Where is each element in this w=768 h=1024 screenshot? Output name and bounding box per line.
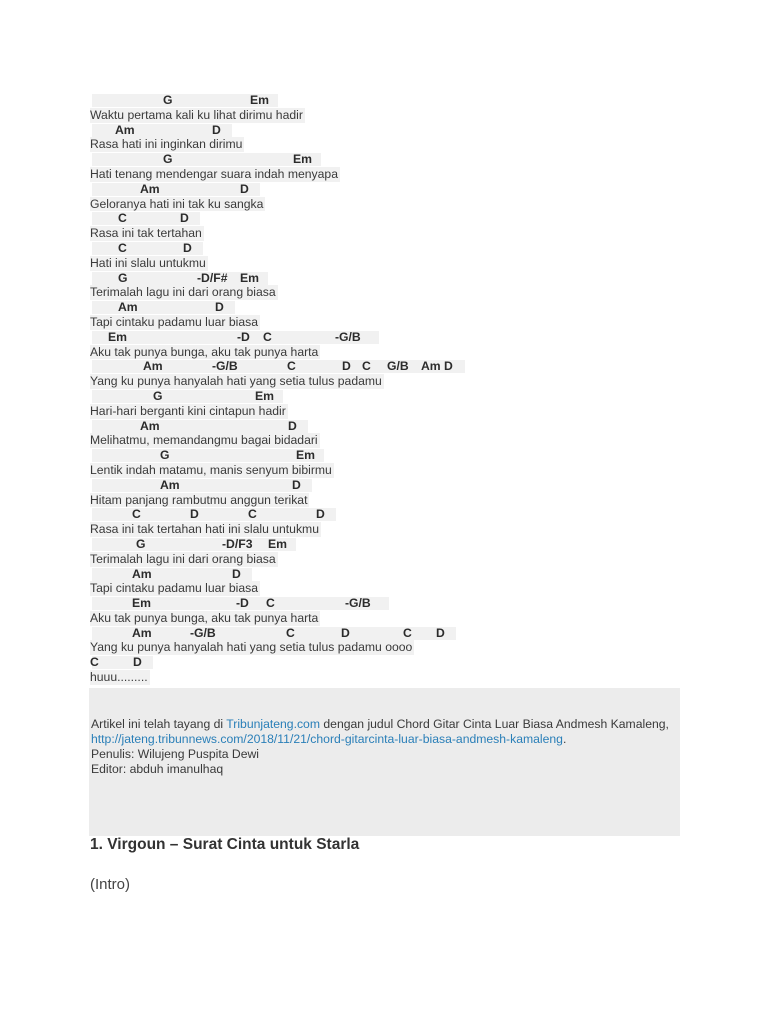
chord-symbol: Am <box>132 566 152 581</box>
chord-line <box>90 537 690 552</box>
chord-symbol: C <box>90 655 99 670</box>
chord-symbol: D <box>240 181 249 196</box>
credit-editor: Editor: abduh imanulhaq <box>91 762 224 776</box>
lyric-text: Rasa hati ini inginkan dirimu <box>90 137 243 152</box>
chord-symbol: Em <box>250 93 269 107</box>
chord-symbol: Em <box>296 448 315 463</box>
chord-symbol: G <box>160 448 170 463</box>
chord-line <box>90 655 690 670</box>
lyric-line <box>90 552 690 567</box>
chord-line-highlight <box>92 153 321 166</box>
chord-symbol: G <box>118 270 128 285</box>
chord-symbol: Em <box>240 270 259 285</box>
chord-symbol: G <box>163 152 173 167</box>
lyric-line <box>90 522 690 537</box>
chord-line-highlight <box>92 420 308 433</box>
chord-line <box>90 182 690 197</box>
chord-line-highlight <box>92 479 312 492</box>
chord-line <box>90 211 690 226</box>
chord-symbol: Em <box>268 536 287 551</box>
lyric-text: Tapi cintaku padamu luar biasa <box>90 314 259 329</box>
article-url-link[interactable]: http://jateng.tribunnews.com/2018/11/21/chord-gitarcinta-luar-biasa-andmesh-kamaleng <box>91 732 563 746</box>
lyric-text: Terimalah lagu ini dari orang biasa <box>90 551 276 566</box>
chord-symbol: Am <box>160 477 180 492</box>
chord-line <box>90 300 690 315</box>
chord-line <box>90 241 690 256</box>
lyric-line <box>90 285 690 300</box>
lyric-line <box>90 670 690 685</box>
chord-line <box>90 389 690 404</box>
chord-line-highlight <box>92 568 252 581</box>
lyric-text: Tapi cintaku padamu luar biasa <box>90 581 259 596</box>
chord-symbol: D <box>180 211 189 226</box>
chord-symbol: -D/F# <box>197 270 228 285</box>
chord-symbol: D <box>436 625 445 640</box>
lyric-text: Rasa ini tak tertahan <box>90 226 202 241</box>
lyric-line <box>90 463 690 478</box>
chord-symbol: C <box>266 596 275 611</box>
chord-symbol: Am <box>115 122 135 137</box>
chord-line <box>90 359 690 374</box>
chord-line <box>90 271 690 286</box>
lyric-line <box>90 640 690 655</box>
lyric-text: Geloranya hati ini tak ku sangka <box>90 196 264 211</box>
article-credit <box>91 717 676 777</box>
lyric-line <box>90 137 690 152</box>
chord-symbol: -D <box>237 329 250 344</box>
credit-middle: dengan judul Chord Gitar Cinta Luar Biasa Andmesh Kamaleng, <box>320 717 669 731</box>
chord-symbol: G <box>153 388 163 403</box>
site-link[interactable]: Tribunjateng.com <box>226 717 320 731</box>
lyric-text: Hati tenang mendengar suara indah menyapa <box>90 166 338 181</box>
lyric-line <box>90 226 690 241</box>
chord-symbol: -G/B <box>345 596 371 611</box>
lyric-line <box>90 167 690 182</box>
lyric-text: Hati ini slalu untukmu <box>90 255 206 270</box>
lyric-line <box>90 197 690 212</box>
chord-symbol: -G/B <box>212 359 238 374</box>
lyric-line <box>90 611 690 626</box>
chord-symbol: C <box>287 359 296 374</box>
lyric-line <box>90 374 690 389</box>
credit-author: Penulis: Wilujeng Puspita Dewi <box>91 747 259 761</box>
lyric-text: huuu......... <box>90 670 148 685</box>
chord-line <box>90 626 690 641</box>
lyric-text: Rasa ini tak tertahan hati ini slalu untukmu <box>90 522 319 537</box>
chord-symbol: Em <box>293 152 312 167</box>
chord-symbol: Em <box>132 596 151 611</box>
lyric-line <box>90 493 690 508</box>
chord-line <box>90 448 690 463</box>
chord-line-highlight <box>92 183 260 196</box>
chord-symbol: D <box>212 122 221 137</box>
lyric-text: Yang ku punya hanyalah hati yang setia tulus padamu oooo <box>90 640 413 655</box>
lyric-text: Yang ku punya hanyalah hati yang setia tulus padamu <box>90 374 382 389</box>
chord-symbol: Am <box>140 418 160 433</box>
chord-symbol: Am <box>143 359 163 374</box>
chord-symbol: D <box>133 655 142 670</box>
chord-line <box>90 152 690 167</box>
chord-symbol: C <box>118 211 127 226</box>
credit-prefix: Artikel ini telah tayang di <box>91 717 227 731</box>
lyric-text: Hitam panjang rambutmu anggun terikat <box>90 492 308 507</box>
chord-symbol: C <box>362 359 371 374</box>
chord-symbol: Am <box>140 181 160 196</box>
chord-line-highlight <box>92 538 296 551</box>
chord-symbol: C <box>132 507 141 522</box>
lyric-line <box>90 581 690 596</box>
lyric-text: Aku tak punya bunga, aku tak punya harta <box>90 610 319 625</box>
chord-line <box>90 567 690 582</box>
chord-symbol: G <box>136 536 146 551</box>
chord-symbol: D <box>342 359 351 374</box>
chord-symbol: D <box>316 507 325 522</box>
chord-line-highlight <box>92 124 232 137</box>
chord-symbol: D <box>183 240 192 255</box>
chord-symbol: D <box>232 566 241 581</box>
chord-line <box>90 596 690 611</box>
chord-symbol: D <box>215 300 224 315</box>
chord-symbol: -G/B <box>190 625 216 640</box>
lyric-line <box>90 345 690 360</box>
chord-line-highlight <box>92 301 235 314</box>
lyric-text: Aku tak punya bunga, aku tak punya harta <box>90 344 319 359</box>
lyric-text: Lentik indah matamu, manis senyum bibirmu <box>90 462 332 477</box>
chord-line <box>90 507 690 522</box>
chord-line <box>90 419 690 434</box>
lyric-text: Melihatmu, memandangmu bagai bidadari <box>90 433 318 448</box>
credit-suffix: . <box>562 732 567 746</box>
chord-symbol: -D <box>236 596 249 611</box>
chord-symbol: G <box>163 93 173 107</box>
chord-symbol: C <box>286 625 295 640</box>
lyric-text: Terimalah lagu ini dari orang biasa <box>90 285 276 300</box>
lyric-line <box>90 315 690 330</box>
chord-symbol: Am D <box>421 359 453 374</box>
section-heading: 1. Virgoun – Surat Cinta untuk Starla <box>90 836 360 853</box>
lyric-line <box>90 433 690 448</box>
lyric-text: Waktu pertama kali ku lihat dirimu hadir <box>90 107 303 122</box>
chord-symbol: D <box>288 418 297 433</box>
chord-symbol: C <box>263 329 272 344</box>
chord-symbol: -G/B <box>335 329 361 344</box>
chord-symbol: D <box>190 507 199 522</box>
chord-symbol: Em <box>255 388 274 403</box>
chord-line <box>90 93 690 108</box>
chord-symbol: D <box>292 477 301 492</box>
chord-symbol: C <box>118 240 127 255</box>
lyric-line <box>90 108 690 123</box>
chord-symbol: Am <box>132 625 152 640</box>
chord-symbol: -D/F3 <box>222 536 253 551</box>
chord-symbol: G/B <box>387 359 409 374</box>
lyric-text: Hari-hari berganti kini cintapun hadir <box>90 403 286 418</box>
chord-symbol: C <box>248 507 257 522</box>
chord-line-highlight <box>92 508 336 521</box>
article-credit-box <box>89 688 680 836</box>
chord-line <box>90 478 690 493</box>
chord-symbol: Em <box>108 329 127 344</box>
chord-line <box>90 123 690 138</box>
chord-sheet <box>90 93 690 685</box>
chord-symbol: Am <box>118 300 138 315</box>
chord-line <box>90 330 690 345</box>
chord-symbol: C <box>403 625 412 640</box>
lyric-line <box>90 404 690 419</box>
chord-symbol: D <box>341 625 350 640</box>
chord-line-highlight <box>92 449 324 462</box>
chord-line-highlight <box>92 656 153 669</box>
lyric-line <box>90 256 690 271</box>
intro-label: (Intro) <box>90 876 131 893</box>
